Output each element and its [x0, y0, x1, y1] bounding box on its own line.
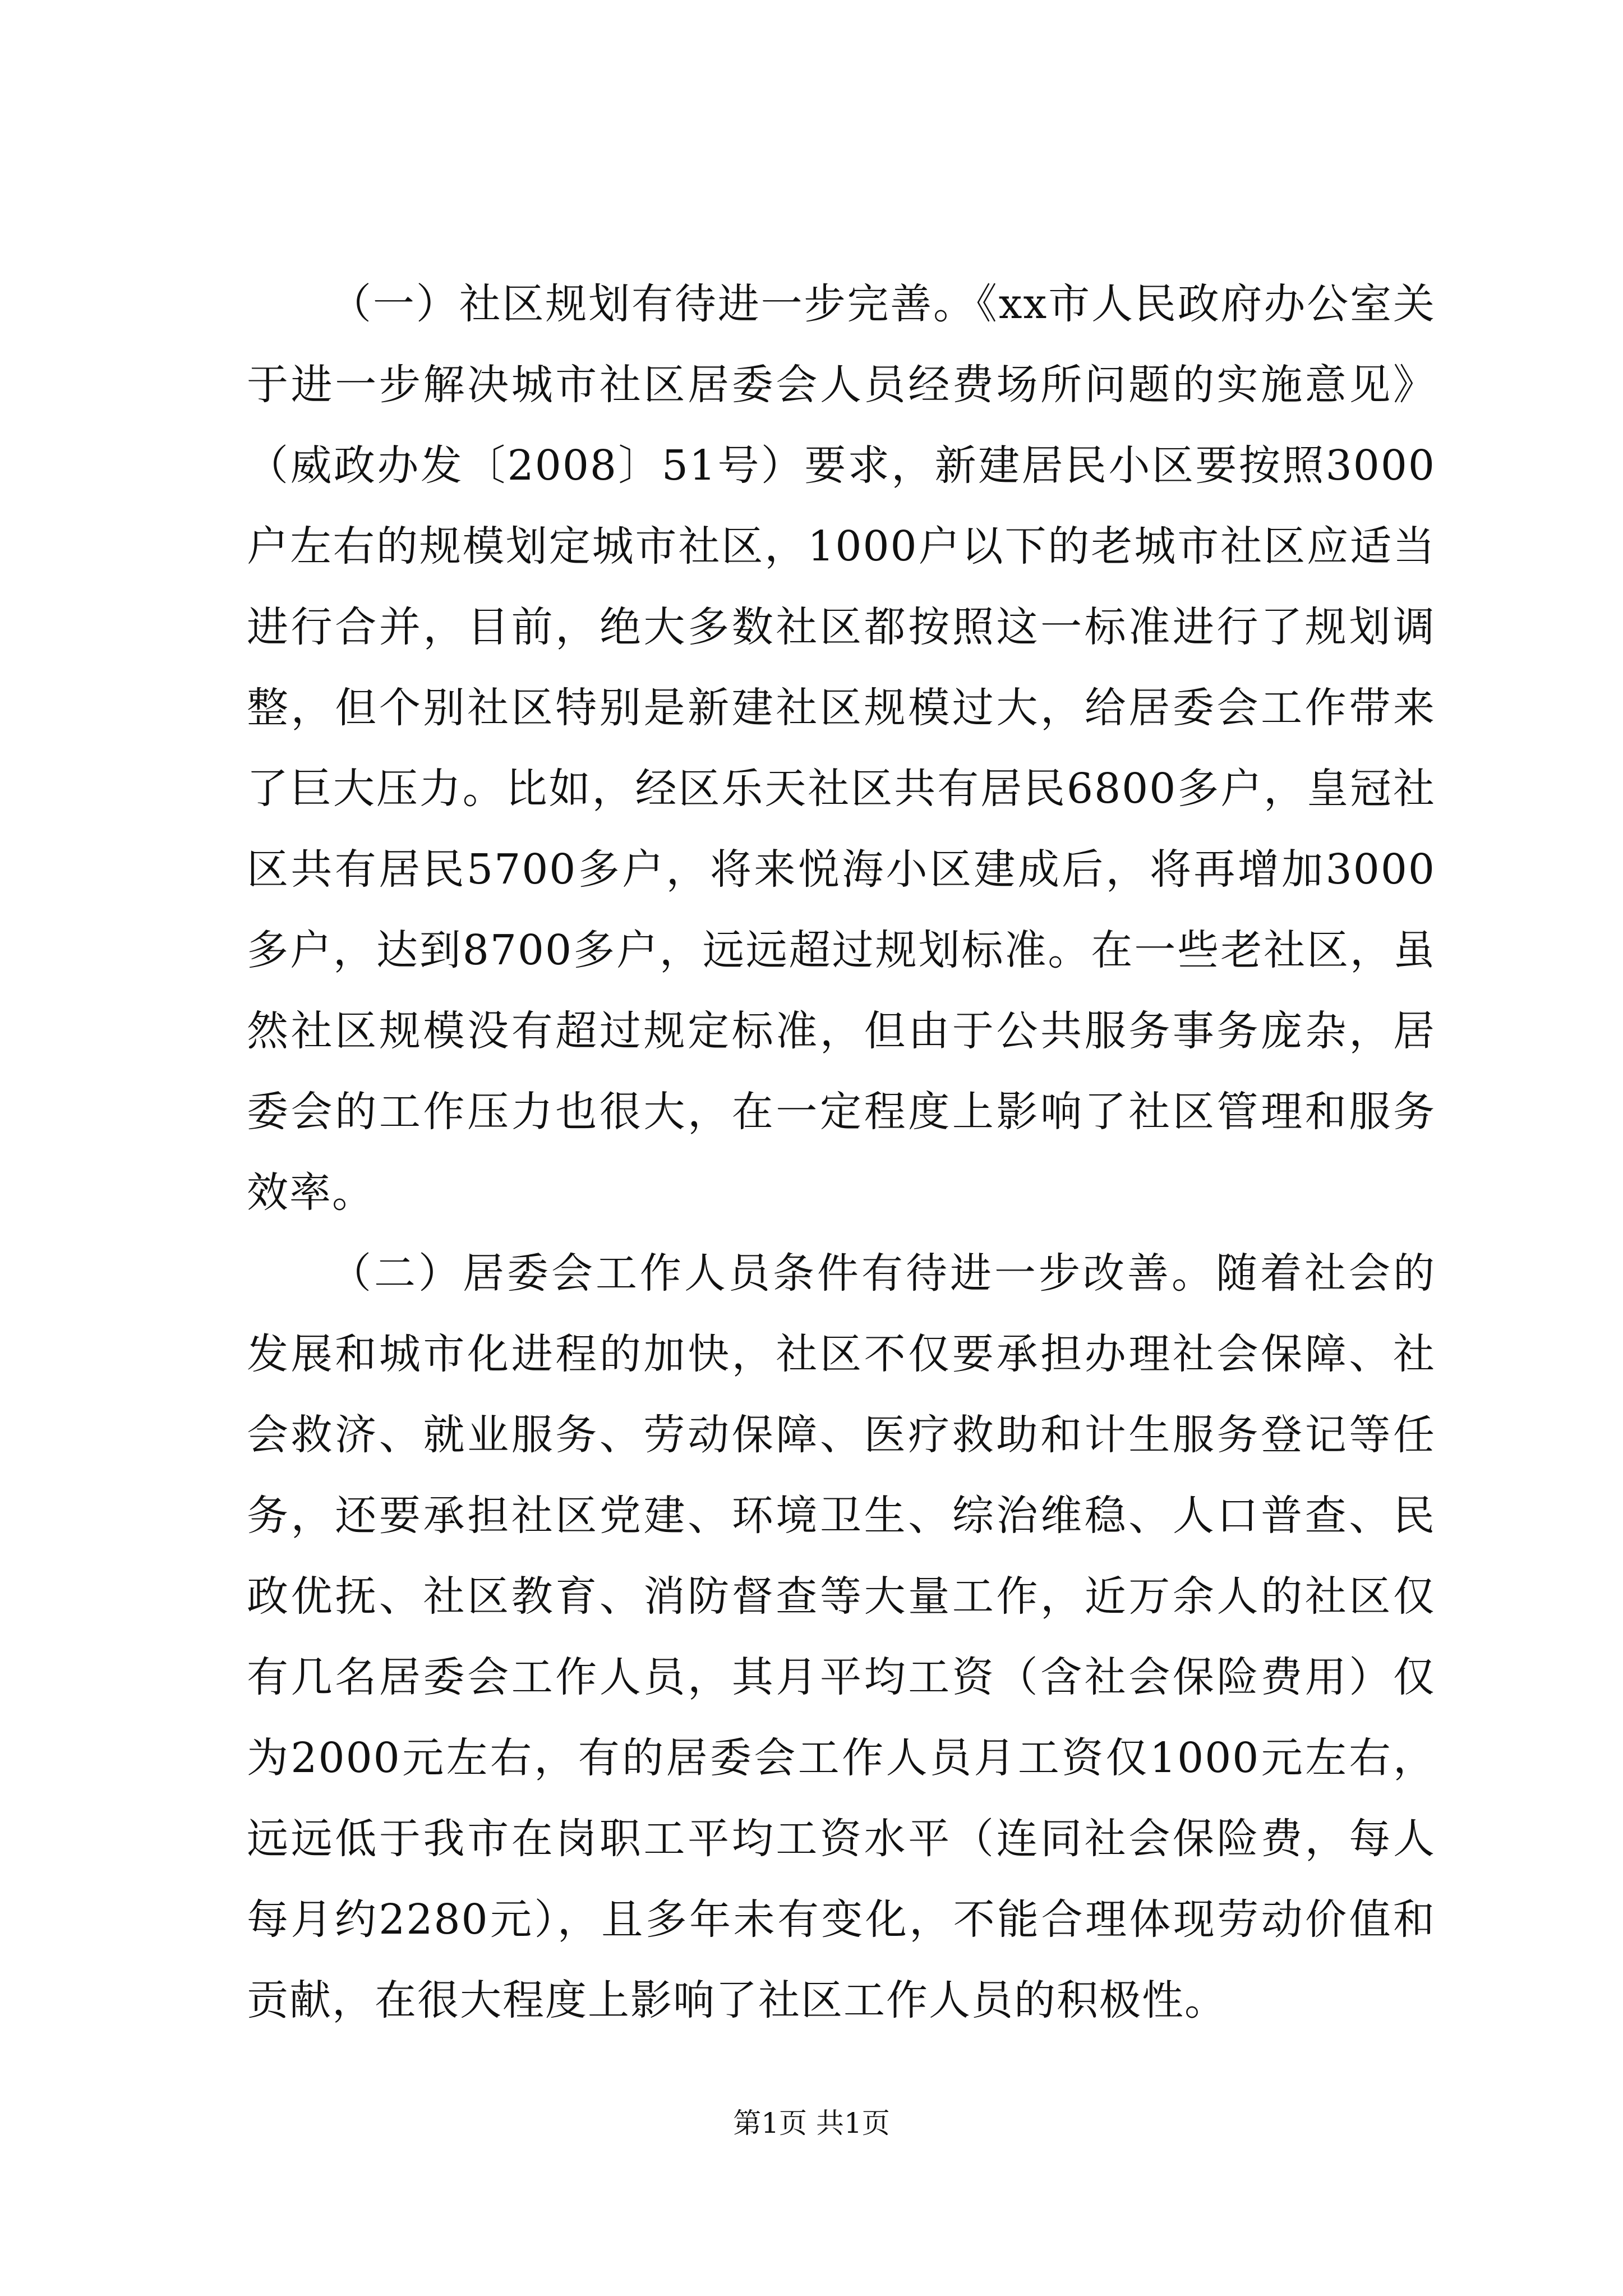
page-footer: 第1页 共1页	[733, 2107, 890, 2139]
document-body	[247, 264, 1436, 2041]
paragraph-staff-conditions: （二）居委会工作人员条件有待进一步改善。随着社会的发展和城市化进程的加快，社区不仅要承担办理社会保障、社会救济、就业服务、劳动保障、医疗救助和计生服务登记等任务，还要承担社区党建、环境卫生、综治维稳、人口普查、民政优抚、社区教育、消防督查等大量工作，近万余人的社区仅有几名居委会工作人员，其月平均工资（含社会保险费用）仅为2000元左右，有的居委会工作人员月工资仅1000元左右，远远低于我市在岗职工平均工资水平（连同社会保险费，每人每月约2280元），且多年未有变化，不能合理体现劳动价值和贡献，在很大程度上影响了社区工作人员的积极性。	[247, 1249, 1436, 2024]
paragraph-community-planning: （一）社区规划有待进一步完善。《xx市人民政府办公室关于进一步解决城市社区居委会人员经费场所问题的实施意见》（威政办发〔2008〕51号）要求，新建居民小区要按照3000户左右的规模划定城市社区，1000户以下的老城市社区应适当进行合并，目前，绝大多数社区都按照这一标准进行了规划调整，但个别社区特别是新建社区规模过大，给居委会工作带来了巨大压力。比如，经区乐天社区共有居民6800多户，皇冠社区共有居民5700多户，将来悦海小区建成后，将再增加3000多户，达到8700多户，远远超过规划标准。在一些老社区，虽然社区规模没有超过规定标准，但由于公共服务事务庞杂，居委会的工作压力也很大，在一定程度上影响了社区管理和服务效率。	[247, 280, 1436, 1217]
